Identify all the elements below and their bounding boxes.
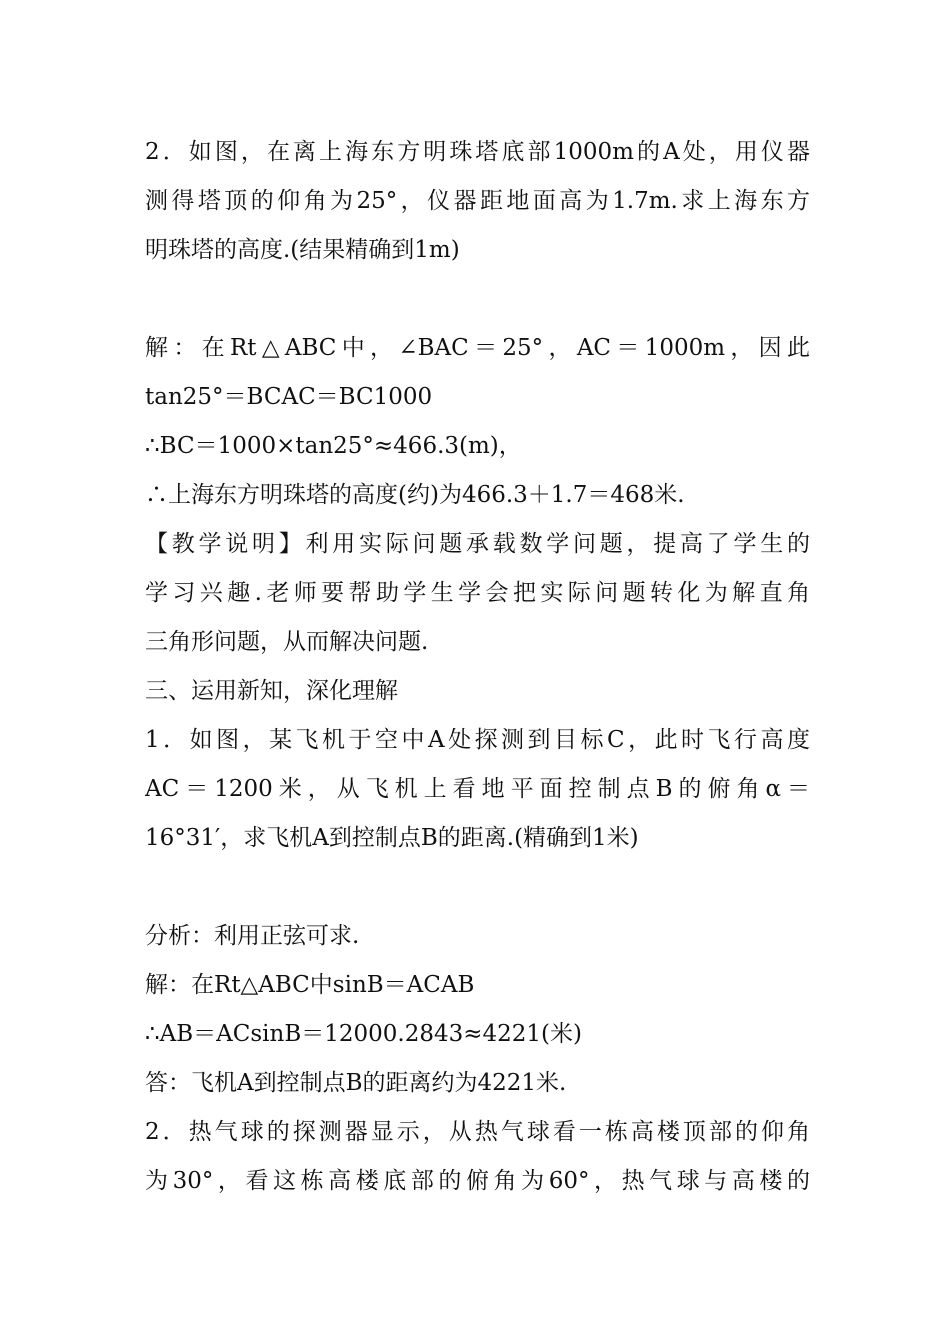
text-line: AC＝1200米，从飞机上看地平面控制点B的俯角α＝ [145,776,810,802]
text-line: ∴上海东方明珠塔的高度(约)为466.3＋1.7＝468米. [145,482,685,508]
text-line: 【教学说明】利用实际问题承载数学问题，提高了学生的 [145,531,810,557]
text-line: 明珠塔的高度.(结果精确到1m) [145,237,460,263]
text-line: 2．如图，在离上海东方明珠塔底部1000m的A处，用仪器 [145,139,810,165]
text-line: 1．如图，某飞机于空中A处探测到目标C，此时飞行高度 [145,727,810,753]
blank-space [145,275,810,324]
exercise-1-statement [145,716,810,863]
formula-line: ∴AB＝ACsinB＝12000.2843≈4221(米) [145,1021,582,1047]
text-line: 为30°，看这栋高楼底部的俯角为60°，热气球与高楼的 [145,1168,810,1194]
document-page [145,128,810,1206]
formula-line: 解：在Rt△ABC中sinB＝ACAB [145,972,475,998]
problem-2-statement [145,128,810,275]
text-line: 三角形问题，从而解决问题. [145,629,429,655]
formula-line: ∴BC＝1000×tan25°≈466.3(m)， [145,433,522,459]
blank-space [145,863,810,912]
text-line: 答：飞机A到控制点B的距离约为4221米. [145,1070,567,1096]
text-line: 16°31′，求飞机A到控制点B的距离.(精确到1米) [145,825,639,851]
text-line: 2．热气球的探测器显示，从热气球看一栋高楼顶部的仰角 [145,1119,810,1145]
exercise-2-statement [145,1108,810,1206]
text-line: 解：在Rt△ABC中，∠BAC＝25°，AC＝1000m，因此 [145,335,810,361]
text-line: 分析：利用正弦可求. [145,923,360,949]
problem-2-solution [145,324,810,520]
teaching-note [145,520,810,667]
text-line: 学习兴趣.老师要帮助学生学会把实际问题转化为解直角 [145,580,810,606]
exercise-1-answer [145,912,810,1108]
section-heading: 三、运用新知，深化理解 [145,678,398,704]
text-line: 测得塔顶的仰角为25°，仪器距地面高为1.7m.求上海东方 [145,188,810,214]
formula-line: tan25°＝BCAC＝BC1000 [145,384,433,410]
